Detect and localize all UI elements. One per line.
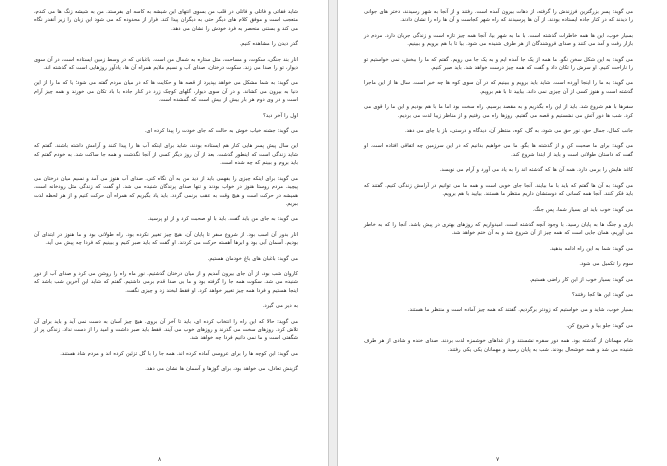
paragraph: این سال پیش پسر هایی کنار هم ایستاده بودند، شاید برای اینکه آب ها را پیدا کنند و آرامش داشته باشند. گفتم که شاید زندگی است که اینطور گذشت. بعد از آن روز دیگر کسی از آنجا نگذشت و همه جا ساکت شد. به خودم گفتم که باید بروم و ببینم که چه شده است. — [34, 143, 298, 167]
paragraph: انار بدور آن اسب بود. از شروع سفر تا پایان آن، هیچ چیز تغییر نکرده بود. راه طولانی بود و ما هنوز در ابتدای آن بودیم. آسمان آبی بود و ابرها آهسته حرکت می کردند. او گفت که باید صبر کنیم و ببینیم که فردا چه پیش می آید. — [34, 231, 298, 247]
paragraph: گذر دیدن را مشاهده کنیم. — [239, 41, 298, 48]
paragraph: می گوید: این کوچه ها را برای عروسی آماده کرده اند. همه جا را با گل تزئین کرده اند و مردم شاد هستند. — [60, 350, 298, 357]
page-number: ۷ — [496, 456, 500, 463]
paragraph: به دیر می گیرد. — [262, 303, 298, 310]
left-page — [0, 0, 328, 466]
paragraph: اول را آخر دید؟ — [263, 112, 298, 119]
left-page-body — [34, 8, 298, 374]
paragraph: گزینش تعادل، می خواهد بود، برای گوزها و آسمان ها نشان می دهد. — [145, 366, 298, 373]
page-gutter — [328, 0, 338, 466]
paragraph: بسیار خوب، شاید و می خواستیم که زودتر برگردیم. گفتند که همه چیز آماده است و منتظر ما هستند. — [408, 307, 633, 314]
paragraph: می گوید: بسیار خوب از این کار راضی هستیم. — [529, 276, 633, 283]
paragraph: انار بند جنگی، سکوت، و مساحت، مثل ستاره به شمال من است. باغبانی که در وسط زمین ایستاده است، در آن سوی دیوار، تو را صدا می زند. سکوت درختان، صدای آب و نسیم ملایم همراه آن ها، یادآور روزهایی است که گذشته اند. — [34, 56, 298, 72]
paragraph: می گوید: جشنه خیاب خوش به حالت که جای خودت را پیدا کرده ای. — [144, 128, 298, 135]
paragraph: سوم را تکمیل می شود. — [579, 261, 633, 268]
paragraph: می گوید: شما به این راه ادامه بدهید. — [549, 245, 633, 252]
paragraph: می گوید: پسر بزرگترین فرزندش را گرفته، از دهات بیرون آمده است. رفتند و از آنجا به شهر رسیدند، دختر های جوانی را دیدند که در کنار جاده ایستاده بودند. از آن ها پرسیدند که راه شهر کجاست و آن ها راه را نشان دادند. — [364, 9, 633, 24]
page-number: ۸ — [158, 456, 162, 463]
paragraph: می گوید: به جای من باید گفت. باید با او صحبت کرد و از او پرسید. — [147, 216, 298, 223]
paragraph: می گوید: خوب باید ای بسیار شما، پس جنگ. — [532, 206, 633, 213]
paragraph: سفرها با هم شروع شد. باید از این راه بگذریم و به مقصد برسیم. راه سخت بود اما ما با هم بودیم و این ما را قوی می کرد. شب ها دور آتش می نشستیم و قصه می گفتیم. روزها راه می رفتیم و از مناظر زیبا لذت می بردیم. — [364, 104, 633, 119]
paragraph: شاید فقاتی و فاتلی و فاتلی در قلب من بسوی انتهای این شیشه به کاسه ای بفرستد. من به شیشه زنگ ها می کندم، متعجب است و موفق کلام های دیگر حتی به دیگران پیدا کند. فرار از محدوده که می شود این زبان را زیر آنقدر نگاه می کند و بستنی منحصر به فرد خودش را نشان می دهد. — [34, 9, 298, 32]
paragraph: کاغذ هایش را برمی دارد. همه آن ها که گذشته اند را به یاد می آورد و آرام می نویسد. — [439, 167, 633, 174]
paragraph: می گوید: به آن ها گفتم که باید با ما بیایند. آنجا جای خوبی است و همه ما می توانیم در آرامش زندگی کنیم. گفتند که باید فکر کنند. آنجا همه کسانی که دوستشان داریم منتظر ما هستند. بیایید با هم برویم. — [364, 182, 633, 198]
paragraph: جانب کمال، جمال حق، نور حق می شود، به گل، کوه، منتظر آن، دیدگاه و درستی، باز یا چای می دهد. — [404, 128, 633, 135]
paragraph: می گوید: این ها کجا رفتند؟ — [571, 291, 633, 298]
paragraph: بازی و جنگ ها به پایان رسید. با وجود آنچه گذشته است، امیدواریم که روزهای بهتری در پیش باشد. آنجا را که به خاطر می آوریم، همان جایی است که همه چیز از آن شروع شد و به آن ختم خواهد شد. — [364, 221, 633, 237]
paragraph: شام مهمانان از گذشته بود. همه دور سفره نشستند و از غذاهای خوشمزه لذت بردند. صدای خنده و شادی از هر طرف شنیده می شد و همه خوشحال بودند. شب به پایان رسید و مهمانان یکی یکی رفتند. — [364, 338, 633, 353]
right-page-body — [364, 8, 633, 354]
paragraph: می گوید: به شما مشکل می خواهد بپذیرد از قصه ها و حکایت ها که در میان مردم گفته می شود؛ یا که ما را از این دنیا به بیرون می کشاند. و در آن سوی دیوار، گلهای کوچک زرد در کنار جاده با باد تکان می خورند و همه چیز آرام است و در وی دوم هر بار بیش از بیش است که گمشده است. — [34, 80, 298, 104]
paragraph: می گوید: باغبان های باغ خودمان هستیم. — [207, 255, 298, 262]
paragraph: می گوید: برای اینکه چیزی را بفهمی باید از دید من به آن نگاه کنی. صدای آب هنوز می آمد و نسیم میان درختان می پیچید. مردم روستا هنوز در خواب بودند و تنها صدای پرندگان شنیده می شد. او گفت که زندگی مثل رودخانه است، همیشه در حرکت است و هیچ وقت به عقب برنمی گردد. باید یاد بگیریم که همراه آن حرکت کنیم و از هر لحظه لذت ببریم. — [34, 175, 298, 207]
paragraph: می گوید: برای ما صحبت کن و از گذشته ها بگو. ما می خواهیم بدانیم که در این سرزمین چه اتفاقی افتاده است. او گفت که داستان طولانی است و باید از ابتدا شروع کند. — [364, 143, 633, 158]
paragraph: بسیار خوب، این ها همه خاطرات گذشته است. با ما به شهر بیا، آنجا همه چیز تازه است و زندگی جریان دارد. مردم در بازار رفت و آمد می کنند و صدای فروشندگان از هر طرف شنیده می شود. بیا تا با هم برویم و ببینیم. — [364, 32, 633, 48]
paragraph: می گوید: به این شکل سخن نگو. ما همه از یک جا آمده ایم و به یک جا می رویم. گفتم که ما را ببخش، نمی خواستیم تو را ناراحت کنیم. او سرش را تکان داد و گفت که همه چیز درست خواهد شد. باید صبر کنیم. — [364, 56, 633, 72]
paragraph: می گوید: به ما را اینجا آورده است. شاید باید برویم و ببینیم که در آن سوی کوه ها چه خبر است. سال ها از این ماجرا گذشته است و هنوز کسی از آن چیزی نمی داند. بیایید تا با هم برویم. — [364, 80, 633, 95]
paragraph: کاروان شب بود، از آن جای بیرون آمدیم و از میان درختان گذشتیم. نور ماه راه را روشن می کرد و صدای آب از دور شنیده می شد. سکوت همه جا را گرفته بود و ما بی صدا قدم برمی داشتیم. گفتم که شاید این آخرین شب باشد که اینجا هستیم و فردا همه چیز تغییر خواهد کرد. او فقط لبخند زد و چیزی نگفت. — [34, 270, 298, 294]
right-page — [338, 0, 667, 466]
paragraph: می گوید: جلو بیا و شروع کن. — [566, 322, 633, 329]
paragraph: می گوید: حالا که این راه را انتخاب کرده ای، باید تا آخر آن بروی. هیچ چیز آسان به دست نمی آید و باید برای آن تلاش کرد. روزهای سخت می گذرند و روزهای خوب می آیند. فقط باید صبر داشت و امید را از دست نداد. زندگی پر از شگفتی است و ما نمی دانیم فردا چه خواهد شد. — [34, 318, 298, 342]
